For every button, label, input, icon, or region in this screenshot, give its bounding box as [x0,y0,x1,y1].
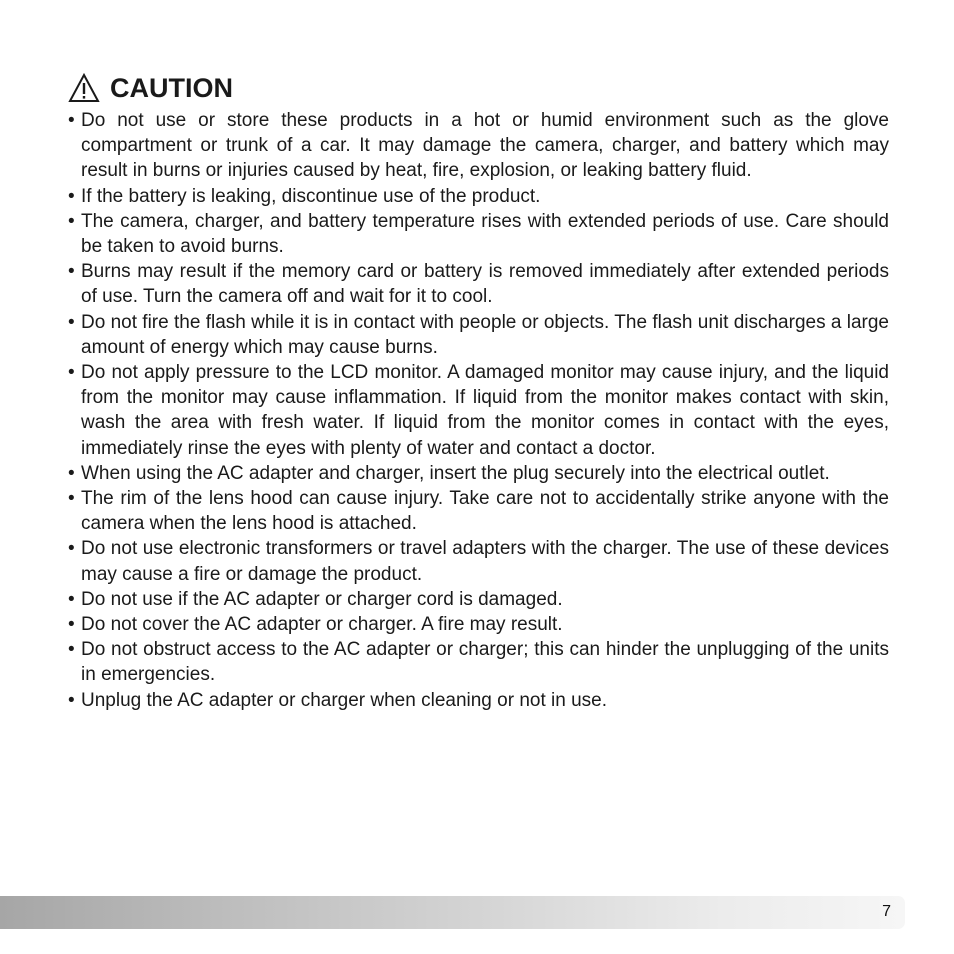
page-number: 7 [882,903,891,920]
footer-bar [0,896,905,929]
bullet-icon: • [68,185,75,207]
list-item-text: Do not use if the AC adapter or charger cord is damaged. [81,588,563,610]
list-item [66,360,889,461]
list-item [66,310,889,360]
list-item [66,688,889,713]
list-item [66,209,889,259]
bullet-icon: • [68,588,75,610]
list-item [66,184,889,209]
list-item [66,259,889,309]
list-item-text: Unplug the AC adapter or charger when cleaning or not in use. [81,689,607,711]
list-item-text: Do not apply pressure to the LCD monitor. A damaged monitor may cause injury, and the liquid from the monitor may cause inflammation. If liquid from the monitor makes contact with skin, wash the area with fresh water. If liquid from the monitor comes in contact with the eyes, immediately rinse the eyes with plenty of water and contact a doctor. [81,362,889,459]
list-item-text: Do not use or store these products in a hot or humid environment such as the glove compartment or trunk of a car. It may damage the camera, charger, and battery which may result in burns or injuries caused by heat, fire, explosion, or leaking battery fluid. [81,110,889,182]
bullet-icon: • [68,210,75,232]
list-item-text: Burns may result if the memory card or battery is removed immediately after extended periods of use. Turn the camera off and wait for it to cool. [81,261,889,308]
list-item-text: Do not use electronic transformers or travel adapters with the charger. The use of these devices may cause a fire or damage the product. [81,538,889,585]
list-item [66,637,889,687]
bullet-icon: • [68,311,75,333]
list-item-text: Do not obstruct access to the AC adapter or charger; this can hinder the unplugging of the units in emergencies. [81,639,889,686]
list-item [66,612,889,637]
caution-heading [68,72,233,104]
list-item-text: If the battery is leaking, discontinue use of the product. [81,185,541,207]
list-item [66,108,889,184]
bullet-icon: • [68,614,75,636]
bullet-icon: • [68,362,75,384]
bullet-icon: • [68,689,75,711]
list-item-text: When using the AC adapter and charger, insert the plug securely into the electrical outlet. [81,462,830,484]
bullet-icon: • [68,261,75,283]
list-item-text: Do not cover the AC adapter or charger. A fire may result. [81,614,563,636]
caution-list [66,108,889,713]
list-item-text: The rim of the lens hood can cause injury. Take care not to accidentally strike anyone with the camera when the lens hood is attached. [81,488,889,535]
bullet-icon: • [68,639,75,661]
warning-triangle-icon [68,73,100,103]
bullet-icon: • [68,462,75,484]
list-item-text: Do not fire the flash while it is in contact with people or objects. The flash unit discharges a large amount of energy which may cause burns. [81,311,889,358]
list-item-text: The camera, charger, and battery temperature rises with extended periods of use. Care should be taken to avoid burns. [81,210,889,258]
bullet-icon: • [68,488,75,510]
bullet-icon: • [68,110,75,131]
list-item [66,587,889,612]
page-title: CAUTION [110,73,233,103]
bullet-icon: • [68,538,75,560]
list-item [66,461,889,486]
list-item [66,486,889,536]
list-item [66,536,889,586]
